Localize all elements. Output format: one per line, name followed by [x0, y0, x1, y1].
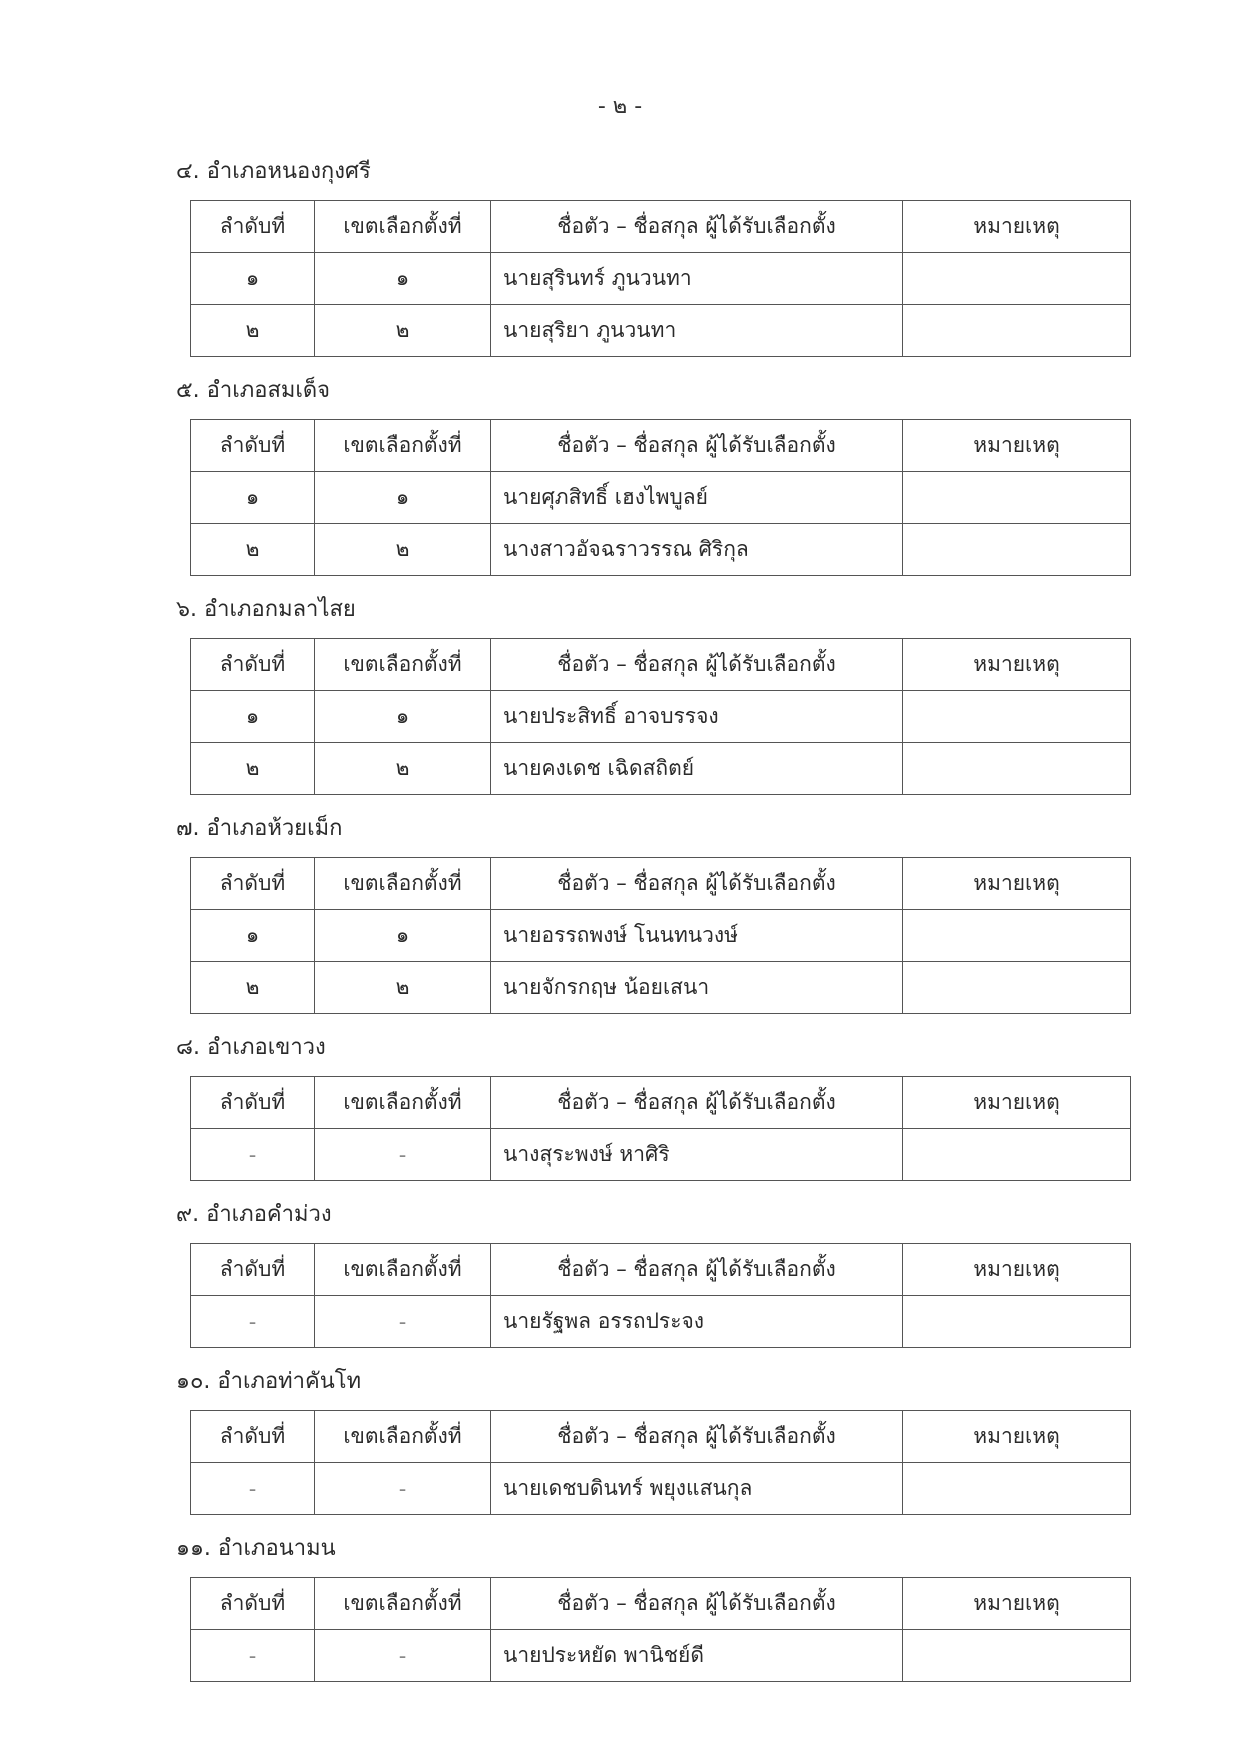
cell-name: นางสุระพงษ์ หาศิริ: [491, 1129, 903, 1181]
table-row: [191, 1630, 1131, 1682]
header-order: ลำดับที่: [191, 639, 315, 691]
cell-name: นายสุรินทร์ ภูนวนทา: [491, 253, 903, 305]
header-name: ชื่อตัว – ชื่อสกุล ผู้ได้รับเลือกตั้ง: [491, 1077, 903, 1129]
election-results-table: [190, 1243, 1131, 1348]
table-header-row: [191, 1411, 1131, 1463]
header-name: ชื่อตัว – ชื่อสกุล ผู้ได้รับเลือกตั้ง: [491, 420, 903, 472]
cell-district: ๑: [315, 910, 491, 962]
cell-district: ๒: [315, 743, 491, 795]
table-header-row: [191, 1244, 1131, 1296]
header-name: ชื่อตัว – ชื่อสกุล ผู้ได้รับเลือกตั้ง: [491, 639, 903, 691]
cell-note: [903, 1296, 1131, 1348]
cell-district: -: [315, 1296, 491, 1348]
table-header-row: [191, 1077, 1131, 1129]
header-note: หมายเหตุ: [903, 1578, 1131, 1630]
table-row: [191, 1296, 1131, 1348]
header-district: เขตเลือกตั้งที่: [315, 1411, 491, 1463]
cell-order: ๒: [191, 743, 315, 795]
header-district: เขตเลือกตั้งที่: [315, 1077, 491, 1129]
header-name: ชื่อตัว – ชื่อสกุล ผู้ได้รับเลือกตั้ง: [491, 858, 903, 910]
cell-order: -: [191, 1630, 315, 1682]
section-title: ๑๑. อำเภอนามน: [176, 1536, 336, 1561]
cell-note: [903, 1463, 1131, 1515]
election-results-table: [190, 419, 1131, 576]
cell-district: ๒: [315, 524, 491, 576]
cell-note: [903, 1129, 1131, 1181]
header-district: เขตเลือกตั้งที่: [315, 1578, 491, 1630]
cell-district: ๑: [315, 472, 491, 524]
table-header-row: [191, 1578, 1131, 1630]
cell-order: ๑: [191, 691, 315, 743]
header-order: ลำดับที่: [191, 420, 315, 472]
table-row: [191, 472, 1131, 524]
cell-note: [903, 1630, 1131, 1682]
cell-name: นายอรรถพงษ์ โนนทนวงษ์: [491, 910, 903, 962]
cell-district: ๒: [315, 962, 491, 1014]
cell-district: ๑: [315, 691, 491, 743]
header-note: หมายเหตุ: [903, 420, 1131, 472]
table-row: [191, 524, 1131, 576]
cell-note: [903, 962, 1131, 1014]
table-row: [191, 691, 1131, 743]
cell-district: -: [315, 1463, 491, 1515]
election-results-table: [190, 638, 1131, 795]
election-results-table: [190, 1577, 1131, 1682]
cell-note: [903, 743, 1131, 795]
header-name: ชื่อตัว – ชื่อสกุล ผู้ได้รับเลือกตั้ง: [491, 1244, 903, 1296]
section-title: ๑๐. อำเภอท่าคันโท: [176, 1369, 362, 1394]
table-row: [191, 743, 1131, 795]
cell-district: ๒: [315, 305, 491, 357]
table-row: [191, 962, 1131, 1014]
cell-name: นายเดชบดินทร์ พยุงแสนกุล: [491, 1463, 903, 1515]
header-order: ลำดับที่: [191, 1244, 315, 1296]
cell-order: ๑: [191, 253, 315, 305]
section-title: ๖. อำเภอกมลาไสย: [176, 597, 356, 622]
section-title: ๙. อำเภอคำม่วง: [176, 1202, 332, 1227]
cell-district: -: [315, 1630, 491, 1682]
cell-district: ๑: [315, 253, 491, 305]
header-order: ลำดับที่: [191, 858, 315, 910]
cell-order: -: [191, 1463, 315, 1515]
header-order: ลำดับที่: [191, 201, 315, 253]
cell-name: นางสาวอัจฉราวรรณ ศิริกุล: [491, 524, 903, 576]
header-note: หมายเหตุ: [903, 1244, 1131, 1296]
header-name: ชื่อตัว – ชื่อสกุล ผู้ได้รับเลือกตั้ง: [491, 1578, 903, 1630]
table-header-row: [191, 858, 1131, 910]
header-district: เขตเลือกตั้งที่: [315, 858, 491, 910]
cell-district: -: [315, 1129, 491, 1181]
cell-order: ๑: [191, 472, 315, 524]
sections-container: [176, 150, 1130, 1694]
header-district: เขตเลือกตั้งที่: [315, 1244, 491, 1296]
cell-note: [903, 253, 1131, 305]
cell-name: นายรัฐพล อรรถประจง: [491, 1296, 903, 1348]
page-number: - ๒ -: [597, 94, 643, 119]
table-header-row: [191, 420, 1131, 472]
section-title: ๘. อำเภอเขาวง: [176, 1035, 326, 1060]
header-district: เขตเลือกตั้งที่: [315, 420, 491, 472]
section-title: ๕. อำเภอสมเด็จ: [176, 378, 331, 403]
table-header-row: [191, 639, 1131, 691]
table-row: [191, 910, 1131, 962]
table-header-row: [191, 201, 1131, 253]
table-row: [191, 1129, 1131, 1181]
cell-order: -: [191, 1129, 315, 1181]
cell-order: ๒: [191, 962, 315, 1014]
cell-order: -: [191, 1296, 315, 1348]
header-district: เขตเลือกตั้งที่: [315, 639, 491, 691]
header-order: ลำดับที่: [191, 1578, 315, 1630]
header-name: ชื่อตัว – ชื่อสกุล ผู้ได้รับเลือกตั้ง: [491, 201, 903, 253]
cell-name: นายจักรกฤษ น้อยเสนา: [491, 962, 903, 1014]
cell-note: [903, 524, 1131, 576]
cell-note: [903, 472, 1131, 524]
election-results-table: [190, 1410, 1131, 1515]
header-note: หมายเหตุ: [903, 639, 1131, 691]
section-title: ๗. อำเภอห้วยเม็ก: [176, 816, 343, 841]
election-results-table: [190, 1076, 1131, 1181]
header-note: หมายเหตุ: [903, 1077, 1131, 1129]
cell-order: ๒: [191, 524, 315, 576]
cell-name: นายศุภสิทธิ์ เฮงไพบูลย์: [491, 472, 903, 524]
table-row: [191, 1463, 1131, 1515]
cell-name: นายสุริยา ภูนวนทา: [491, 305, 903, 357]
cell-name: นายคงเดช เฉิดสถิตย์: [491, 743, 903, 795]
header-order: ลำดับที่: [191, 1077, 315, 1129]
cell-name: นายประหยัด พานิชย์ดี: [491, 1630, 903, 1682]
cell-order: ๒: [191, 305, 315, 357]
cell-note: [903, 305, 1131, 357]
election-results-table: [190, 857, 1131, 1014]
cell-name: นายประสิทธิ์ อาจบรรจง: [491, 691, 903, 743]
election-results-table: [190, 200, 1131, 357]
section-title: ๔. อำเภอหนองกุงศรี: [176, 159, 371, 184]
table-row: [191, 253, 1131, 305]
header-note: หมายเหตุ: [903, 858, 1131, 910]
header-district: เขตเลือกตั้งที่: [315, 201, 491, 253]
cell-note: [903, 691, 1131, 743]
header-note: หมายเหตุ: [903, 201, 1131, 253]
cell-order: ๑: [191, 910, 315, 962]
header-name: ชื่อตัว – ชื่อสกุล ผู้ได้รับเลือกตั้ง: [491, 1411, 903, 1463]
cell-note: [903, 910, 1131, 962]
table-row: [191, 305, 1131, 357]
header-note: หมายเหตุ: [903, 1411, 1131, 1463]
header-order: ลำดับที่: [191, 1411, 315, 1463]
